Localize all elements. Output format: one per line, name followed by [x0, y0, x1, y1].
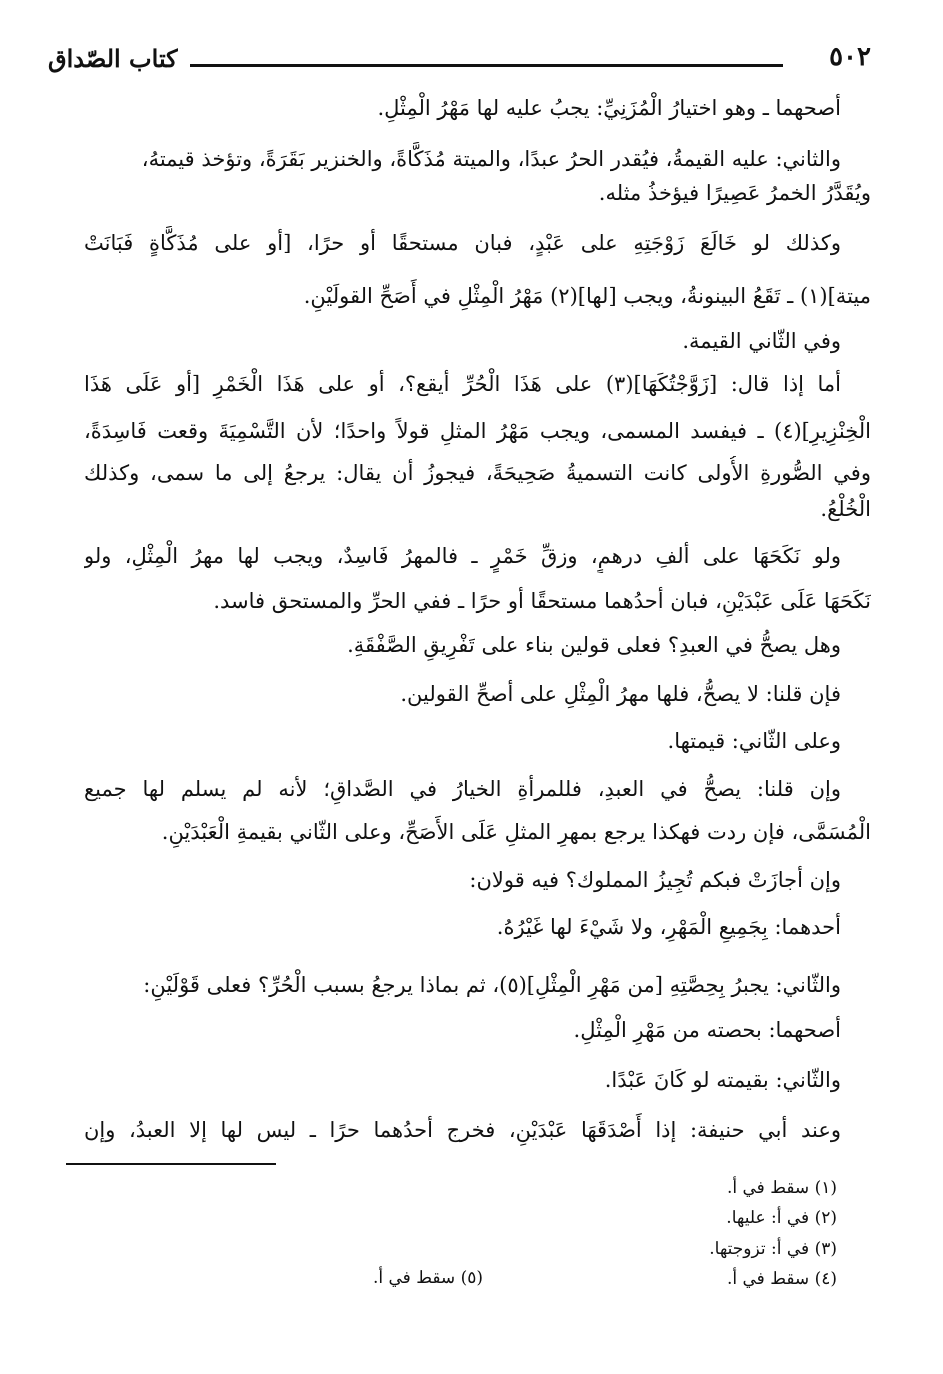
text-line: وإن قلنا: يصحُّ في العبدِ، فللمرأةِ الخيارُ في الصَّداقِ؛ لأنه لم يسلم لها جميع — [84, 777, 841, 801]
text-line: وفي الصُّورةِ الأُولى كانت التسميةُ صَحِيحَةً، فيجوزُ أن يقال: يرجعُ إلى ما سمى، وكذلك — [84, 461, 871, 485]
footnote: (٥) سقط في أ. — [372, 1268, 483, 1288]
text-line: والثّاني: يجبرُ بِحِصَّتِهِ [من مَهْرِ الْمِثْلِ](٥)، ثم بماذا يرجعُ بسبب الْحُرِّ؟ فعلى قَوْلَيْنِ: — [143, 973, 841, 997]
text-line: وهل يصحُّ في العبدِ؟ فعلى قولين بناء على تَفْرِيقِ الصَّفْقَةِ. — [347, 633, 841, 657]
header-rule — [190, 64, 783, 67]
text-line: ميتة](١) ـ تَقَعُ البينونةُ، ويجب [لها](٢) مَهْرُ الْمِثْلِ في أَصَحِّ القولَيْنِ. — [303, 284, 871, 308]
text-line: أصحهما ـ وهو اختيارُ الْمُزَنِيِّ: يجبُ عليه لها مَهْرُ الْمِثْلِ. — [377, 96, 841, 120]
text-line: نَكَحَهَا عَلَى عَبْدَيْنِ، فبان أحدُهما مستحقًا أو حرًا ـ ففي الحرِّ والمستحق فاسد. — [213, 589, 871, 613]
footnote: (٤) سقط في أ. — [726, 1269, 837, 1289]
text-line: ويُقَدَّرُ الخمرُ عَصِيرًا فيؤخذُ مثله. — [598, 181, 871, 205]
text-line: أصحهما: بحصته من مَهْرِ الْمِثْلِ. — [573, 1018, 841, 1042]
text-line: وكذلك لو خَالَعَ زَوْجَتِهِ على عَبْدٍ، فبان مستحقًا أو حرًا، [أو على مُذَكَّاةٍ فَبَانَتْ — [84, 231, 841, 255]
text-line: وإن أجازَتْ فبكم تُجِيزُ المملوك؟ فيه قولان: — [469, 868, 841, 892]
footnote: (١) سقط في أ. — [726, 1178, 837, 1198]
chapter-title: كتاب الصّداق — [48, 44, 178, 73]
text-line: أما إذا قال: [زَوَّجْتُكَهَا](٣) على هَذَا الْحُرِّ أيقع؟، أو على هَذَا الْخَمْرِ [أو عَلَى هَذَا — [84, 372, 841, 396]
text-line: فإن قلنا: لا يصحُّ، فلها مهرُ الْمِثْلِ على أصحِّ القولين. — [400, 682, 841, 706]
text-line: وعلى الثّاني: قيمتها. — [667, 729, 841, 753]
page-number: ٥٠٢ — [829, 42, 871, 72]
text-line: وعند أبي حنيفة: إذا أَصْدَقَهَا عَبْدَيْنِ، فخرج أحدُهما حرًا ـ ليس لها إلا العبدُ، وإن — [84, 1118, 841, 1142]
text-line: وفي الثّاني القيمة. — [682, 329, 841, 353]
text-line: أحدهما: بِجَمِيعِ الْمَهْرِ، ولا شَيْءَ لها غَيْرُهُ. — [496, 915, 841, 939]
text-line: الْخِنْزِيرِ](٤) ـ فيفسد المسمى، ويجب مَهْرُ المثلِ قولاً واحدًا؛ لأن التَّسْمِيَةَ وقعت فَاسِدَةً، — [84, 419, 871, 443]
text-line: والثاني: عليه القيمةُ، فيُقدر الحرُ عبدًا، والميتة مُذَكَّاةً، والخنزير بَقَرَةً، وتؤخذ قيمتهُ، — [141, 147, 841, 171]
footnote-rule — [66, 1163, 276, 1165]
text-line: الْمُسَمَّى، فإن ردت فهكذا يرجع بمهرِ المثلِ عَلَى الأَصَحِّ، وعلى الثّاني بقيمةِ الْعَبْدَيْنِ. — [161, 820, 871, 844]
footnote: (٢) في أ: عليها. — [726, 1208, 837, 1228]
text-line: والثّاني: بقيمته لو كَانَ عَبْدًا. — [604, 1068, 841, 1092]
text-line: الْخُلْعُ. — [820, 497, 871, 521]
text-line: ولو نَكَحَهَا على ألفِ درهمٍ، وزقِّ خَمْرٍ ـ فالمهرُ فَاسِدٌ، ويجب لها مهرُ الْمِثْلِ، ولو — [84, 544, 841, 568]
footnote: (٣) في أ: تزوجتها. — [709, 1239, 837, 1259]
